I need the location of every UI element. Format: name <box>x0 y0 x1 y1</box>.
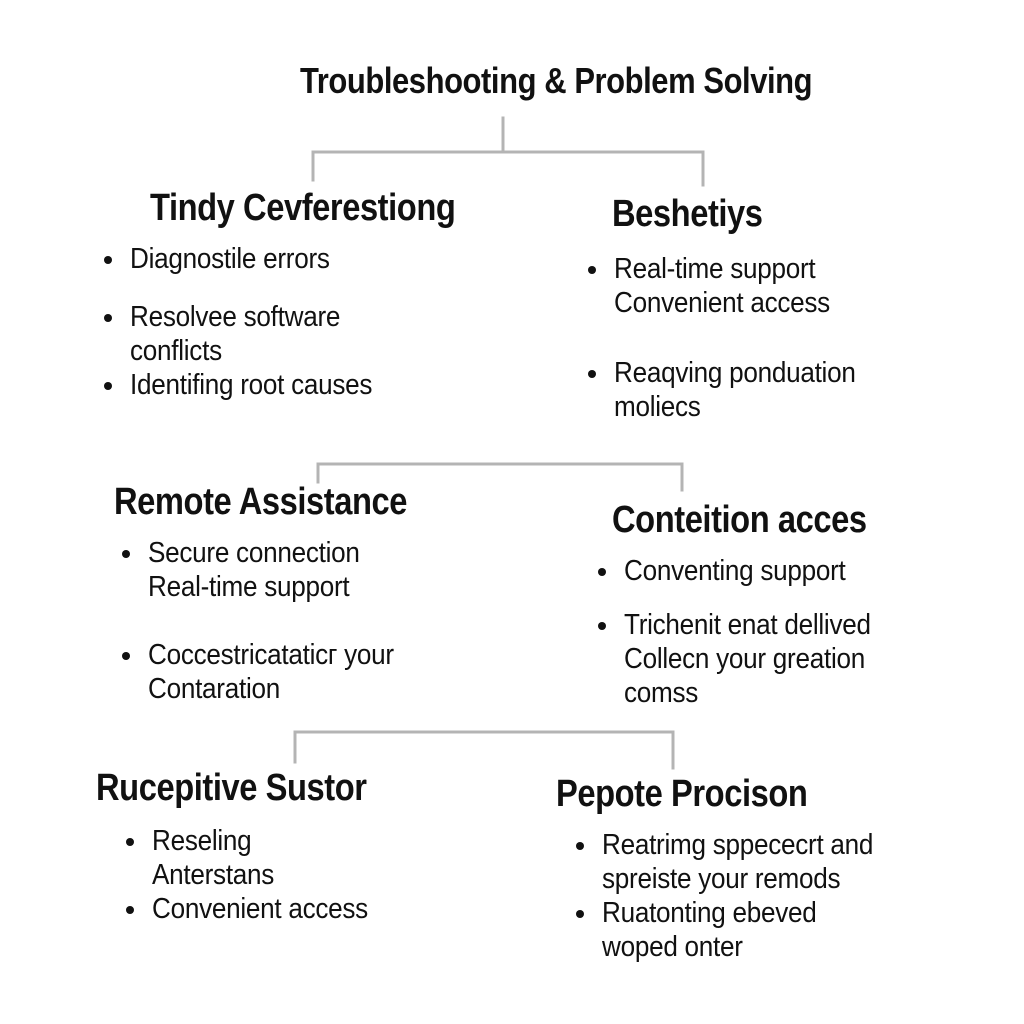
list-item: Ruatonting ebeved woped onter <box>576 896 903 964</box>
bullet-icon <box>104 314 112 322</box>
bullet-icon <box>122 652 130 660</box>
bullet-icon <box>104 256 112 264</box>
bullet-icon <box>598 622 606 630</box>
list-item: Convenient access <box>126 892 411 926</box>
bullet-icon <box>104 382 112 390</box>
list-item: Reseling Anterstans <box>126 824 411 892</box>
bullet-icon <box>122 550 130 558</box>
section-top-right <box>612 194 882 424</box>
list-item: Secure connection Real-time support <box>122 536 455 604</box>
list-item: Diagnostile errors <box>104 242 505 276</box>
section-heading: Remote Assistance <box>114 481 407 523</box>
bullet-icon <box>598 568 606 576</box>
section-bottom-left <box>96 768 411 926</box>
bullet-icon <box>576 910 584 918</box>
list-item: Coccestricataticг your Contaration <box>122 638 455 706</box>
list-item: Resolvee software conflicts <box>104 300 505 368</box>
section-heading: Pepote Procison <box>556 773 808 815</box>
list-item: Reaqving ponduation moliecs <box>588 356 882 424</box>
section-middle-right <box>612 500 908 710</box>
bullet-list <box>104 242 505 402</box>
section-heading: Beshetiys <box>612 193 763 235</box>
list-item: Identifing root causes <box>104 368 505 402</box>
section-heading: Tindy Cevferestiong <box>150 187 456 229</box>
bullet-icon <box>588 370 596 378</box>
section-heading: Conteition acces <box>612 499 867 541</box>
bullet-list <box>588 252 882 424</box>
bullet-icon <box>588 266 596 274</box>
bullet-list <box>576 828 903 964</box>
bullet-list <box>598 554 908 710</box>
section-bottom-right <box>556 774 903 964</box>
bullet-icon <box>576 842 584 850</box>
section-heading: Rucepitive Sustor <box>96 767 367 809</box>
bullet-icon <box>126 906 134 914</box>
section-top-left <box>130 187 505 402</box>
list-item: Conventing support <box>598 554 908 588</box>
list-item: Trichenit enat dellived Collecn your greation comss <box>598 608 908 710</box>
diagram-title: Troubleshooting & Problem Solving <box>300 60 813 101</box>
bullet-icon <box>126 838 134 846</box>
list-item: Real-time support Convenient access <box>588 252 882 320</box>
list-item: Reatrimg sppececrt and spreiste your remods <box>576 828 903 896</box>
section-middle-left <box>114 482 455 706</box>
bullet-list <box>126 824 411 926</box>
bullet-list <box>122 536 455 706</box>
